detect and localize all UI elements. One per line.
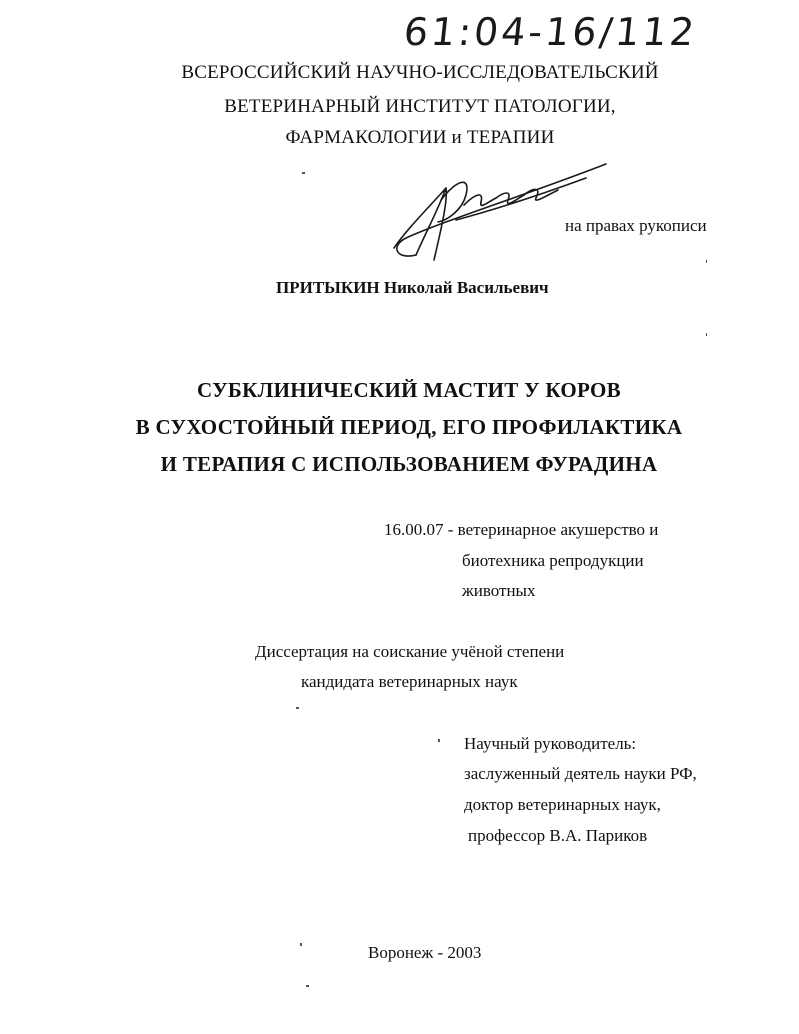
signature-mark bbox=[386, 160, 616, 270]
institute-line-2: ВЕТЕРИНАРНЫЙ ИНСТИТУТ ПАТОЛОГИИ, bbox=[224, 96, 616, 117]
advisor-line-1: Научный руководитель: bbox=[464, 734, 637, 753]
thesis-line-1: Диссертация на соискание учёной степени bbox=[255, 642, 565, 661]
title-line-3: И ТЕРАПИЯ С ИСПОЛЬЗОВАНИЕМ ФУРАДИНА bbox=[160, 452, 658, 476]
scan-speck bbox=[438, 739, 440, 742]
scan-speck bbox=[306, 985, 309, 987]
city-year: Воронеж - 2003 bbox=[368, 943, 482, 962]
title-line-1: СУБКЛИНИЧЕСКИЙ МАСТИТ У КОРОВ bbox=[197, 378, 621, 402]
author-name: ПРИТЫКИН Николай Васильевич bbox=[276, 278, 549, 297]
specialty-line-3: животных bbox=[462, 581, 536, 600]
institute-line-1: ВСЕРОССИЙСКИЙ НАУЧНО-ИССЛЕДОВАТЕЛЬСКИЙ bbox=[181, 62, 659, 83]
advisor-line-2: заслуженный деятель науки РФ, bbox=[464, 764, 697, 783]
scan-speck bbox=[300, 943, 302, 946]
scan-speck bbox=[302, 172, 305, 174]
shelfmark-handwritten: 61:04-16/112 bbox=[401, 10, 700, 54]
specialty-line-2: биотехника репродукции bbox=[462, 551, 644, 570]
scan-speck bbox=[706, 333, 707, 336]
advisor-line-4: профессор В.А. Париков bbox=[468, 826, 648, 845]
manuscript-note: на правах рукописи bbox=[565, 216, 707, 235]
scan-speck bbox=[296, 707, 299, 709]
scan-speck bbox=[706, 260, 707, 263]
advisor-line-3: доктор ветеринарных наук, bbox=[464, 795, 661, 814]
institute-line-3: ФАРМАКОЛОГИИ и ТЕРАПИИ bbox=[285, 127, 555, 148]
specialty-line-1: 16.00.07 - ветеринарное акушерство и bbox=[384, 520, 659, 539]
title-line-2: В СУХОСТОЙНЫЙ ПЕРИОД, ЕГО ПРОФИЛАКТИКА bbox=[135, 415, 683, 439]
thesis-line-2: кандидата ветеринарных наук bbox=[301, 672, 518, 691]
